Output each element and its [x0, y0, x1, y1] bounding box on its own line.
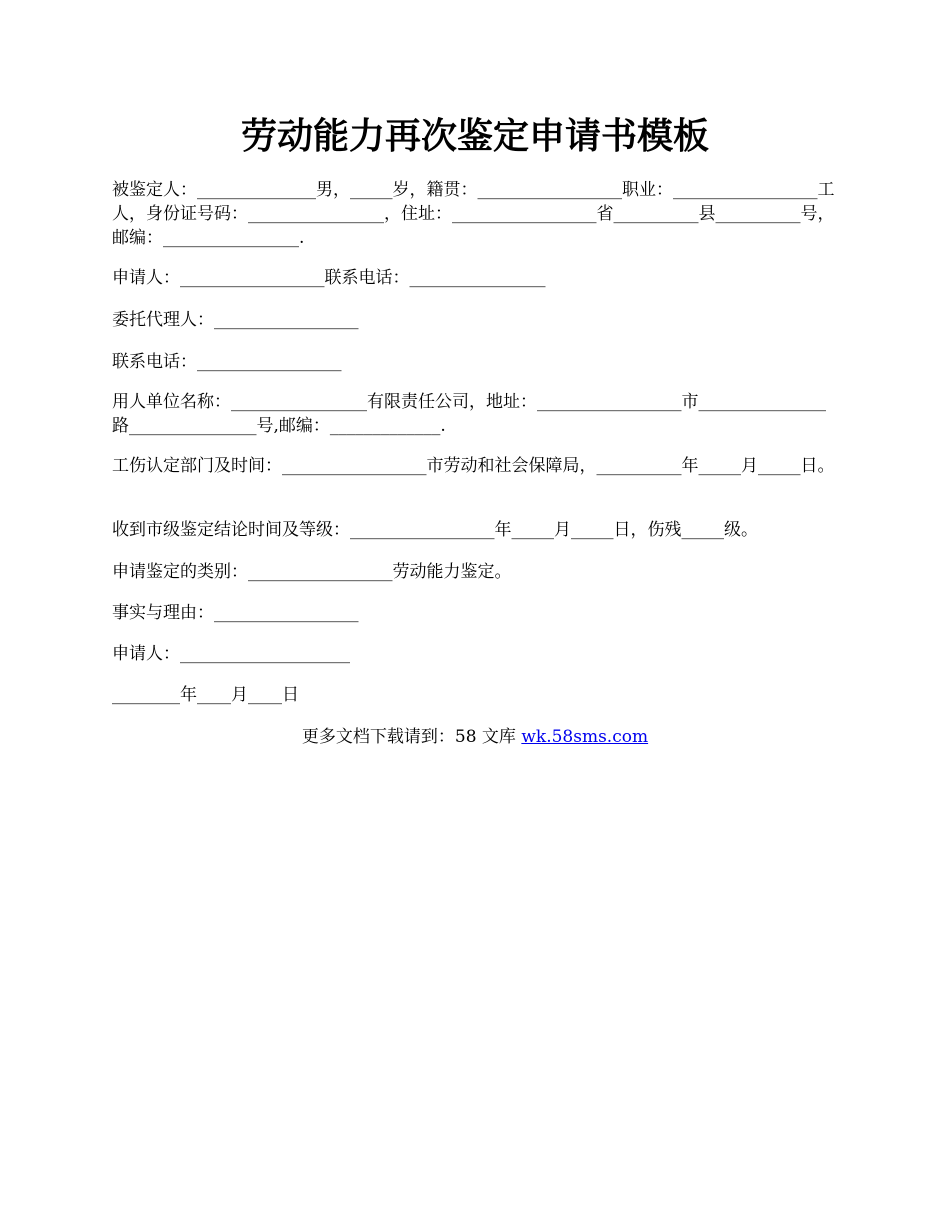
- footer-link[interactable]: wk.58sms.com: [521, 727, 649, 747]
- paragraph-appraised-person: 被鉴定人：______________男，_____岁，籍贯：_________________职业：_________________工人，身份证号码：________________，住址：_________________省__________县__________号，邮编：________________.: [112, 180, 835, 248]
- paragraph-applicant-signature: 申请人：____________________: [112, 644, 350, 664]
- footer-text: 更多文档下载请到：58 文库: [301, 727, 522, 747]
- paragraph-appraisal-type: 申请鉴定的类别：_________________劳动能力鉴定。: [112, 562, 512, 582]
- paragraph-appraisal-result: 收到市级鉴定结论时间及等级：_________________年_____月_____日，伤残_____级。: [112, 520, 758, 540]
- paragraph-injury-recognition: 工伤认定部门及时间：_________________市劳动和社会保障局，__________年_____月_____日。: [112, 456, 835, 476]
- paragraph-date: ________年____月____日: [112, 685, 299, 705]
- paragraph-facts-reasons: 事实与理由：_________________: [112, 603, 359, 623]
- paragraph-agent: 委托代理人：_________________: [112, 310, 359, 330]
- paragraph-applicant-phone: 申请人：_________________联系电话：________________: [112, 268, 546, 288]
- document-title: 劳动能力再次鉴定申请书模板: [240, 115, 709, 157]
- paragraph-employer: 用人单位名称：________________有限责任公司，地址：_________________市_______________路_______________号,邮编：_____________.: [112, 392, 826, 436]
- footer: [0, 725, 950, 749]
- paragraph-contact-phone: 联系电话：_________________: [112, 352, 342, 372]
